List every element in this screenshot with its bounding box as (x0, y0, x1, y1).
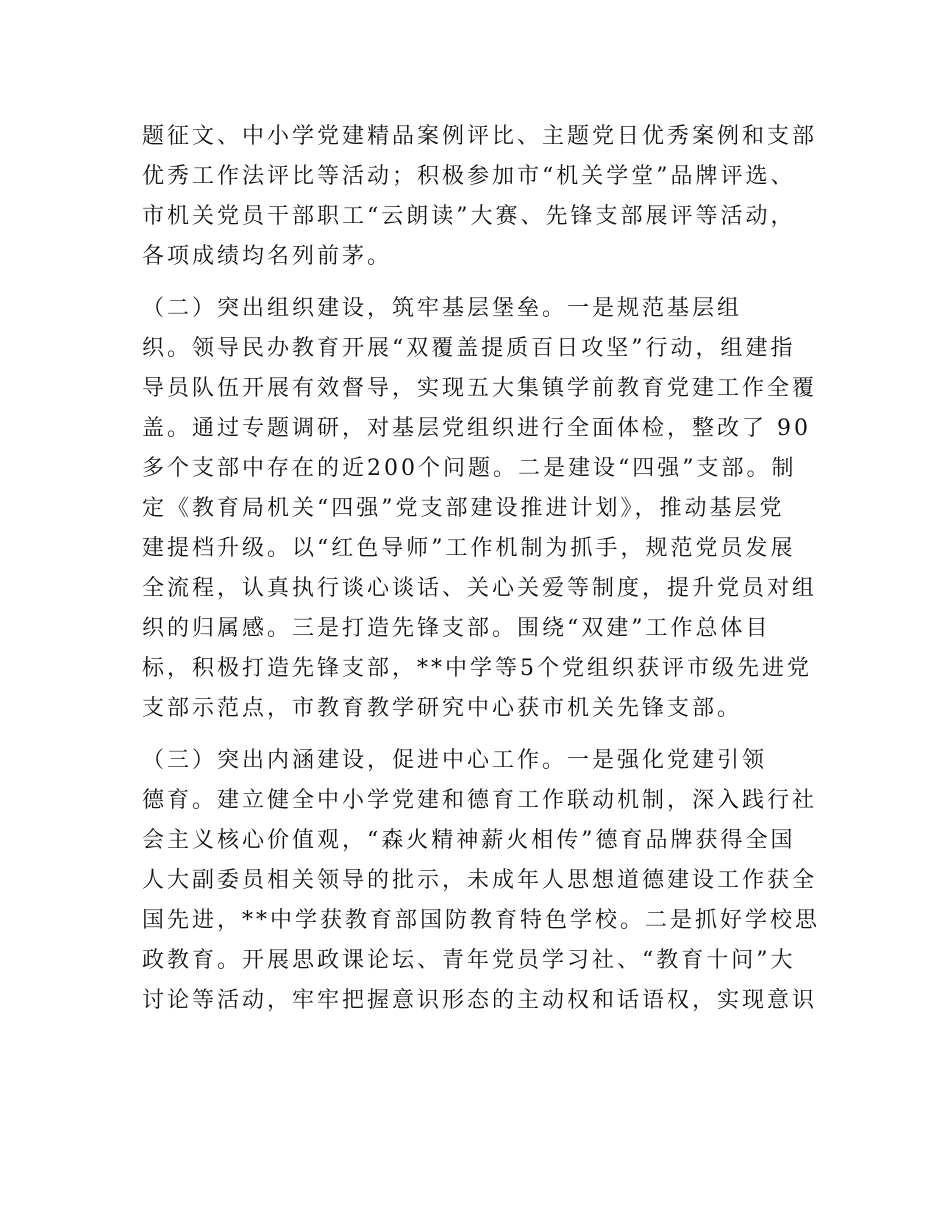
paragraph-2 (142, 289, 818, 729)
text-line: 人大副委员相关领导的批示，未成年人思想道德建设工作获全 (142, 868, 818, 893)
text-line: 优秀工作法评比等活动；积极参加市“机关学堂”品牌评选、 (142, 164, 796, 189)
text-line: 标，积极打造先锋支部，**中学等5个党组织获评市级先进党 (142, 656, 812, 681)
text-line: （二）突出组织建设，筑牢基层堡垒。一是规范基层组 (142, 296, 743, 321)
text-line: 织的归属感。三是打造先锋支部。围绕“双建”工作总体目 (142, 616, 771, 641)
text-line: 讨论等活动，牢牢把握意识形态的主动权和话语权，实现意识 (142, 988, 818, 1013)
paragraph-3 (142, 741, 821, 1021)
text-line: 国先进，**中学获教育部国防教育特色学校。二是抓好学校思 (142, 908, 821, 933)
text-line: 政教育。开展思政课论坛、青年党员学习社、“教育十问”大 (142, 948, 796, 973)
text-line: 多个支部中存在的近200个问题。二是建设“四强”支部。制 (142, 456, 797, 481)
text-line: 全流程，认真执行谈心谈话、关心关爱等制度，提升党员对组 (142, 576, 818, 601)
text-line: 织。领导民办教育开展“双覆盖提质百日攻坚”行动，组建指 (142, 336, 796, 361)
text-line: 题征文、中小学党建精品案例评比、主题党日优秀案例和支部 (142, 124, 818, 149)
text-line: 各项成绩均名列前茅。 (142, 244, 393, 269)
text-line: 市机关党员干部职工“云朗读”大赛、先锋支部展评等活动， (142, 204, 796, 229)
text-line: （三）突出内涵建设，促进中心工作。一是强化党建引领 (142, 748, 768, 773)
paragraph-1 (142, 117, 818, 277)
text-line: 建提档升级。以“红色导师”工作机制为抓手，规范党员发展 (142, 536, 796, 561)
text-line: 德育。建立健全中小学党建和德育工作联动机制，深入践行社 (142, 788, 818, 813)
text-line: 导员队伍开展有效督导，实现五大集镇学前教育党建工作全覆 (142, 376, 818, 401)
document-body (142, 117, 821, 1021)
text-line: 支部示范点，市教育教学研究中心获市机关先锋支部。 (142, 696, 743, 721)
text-line: 盖。通过专题调研，对基层党组织进行全面体检，整改了 90 (142, 416, 811, 441)
text-line: 定《教育局机关“四强”党支部建设推进计划》，推动基层党 (142, 496, 785, 521)
text-line: 会主义核心价值观，“森火精神薪火相传”德育品牌获得全国 (142, 828, 796, 853)
